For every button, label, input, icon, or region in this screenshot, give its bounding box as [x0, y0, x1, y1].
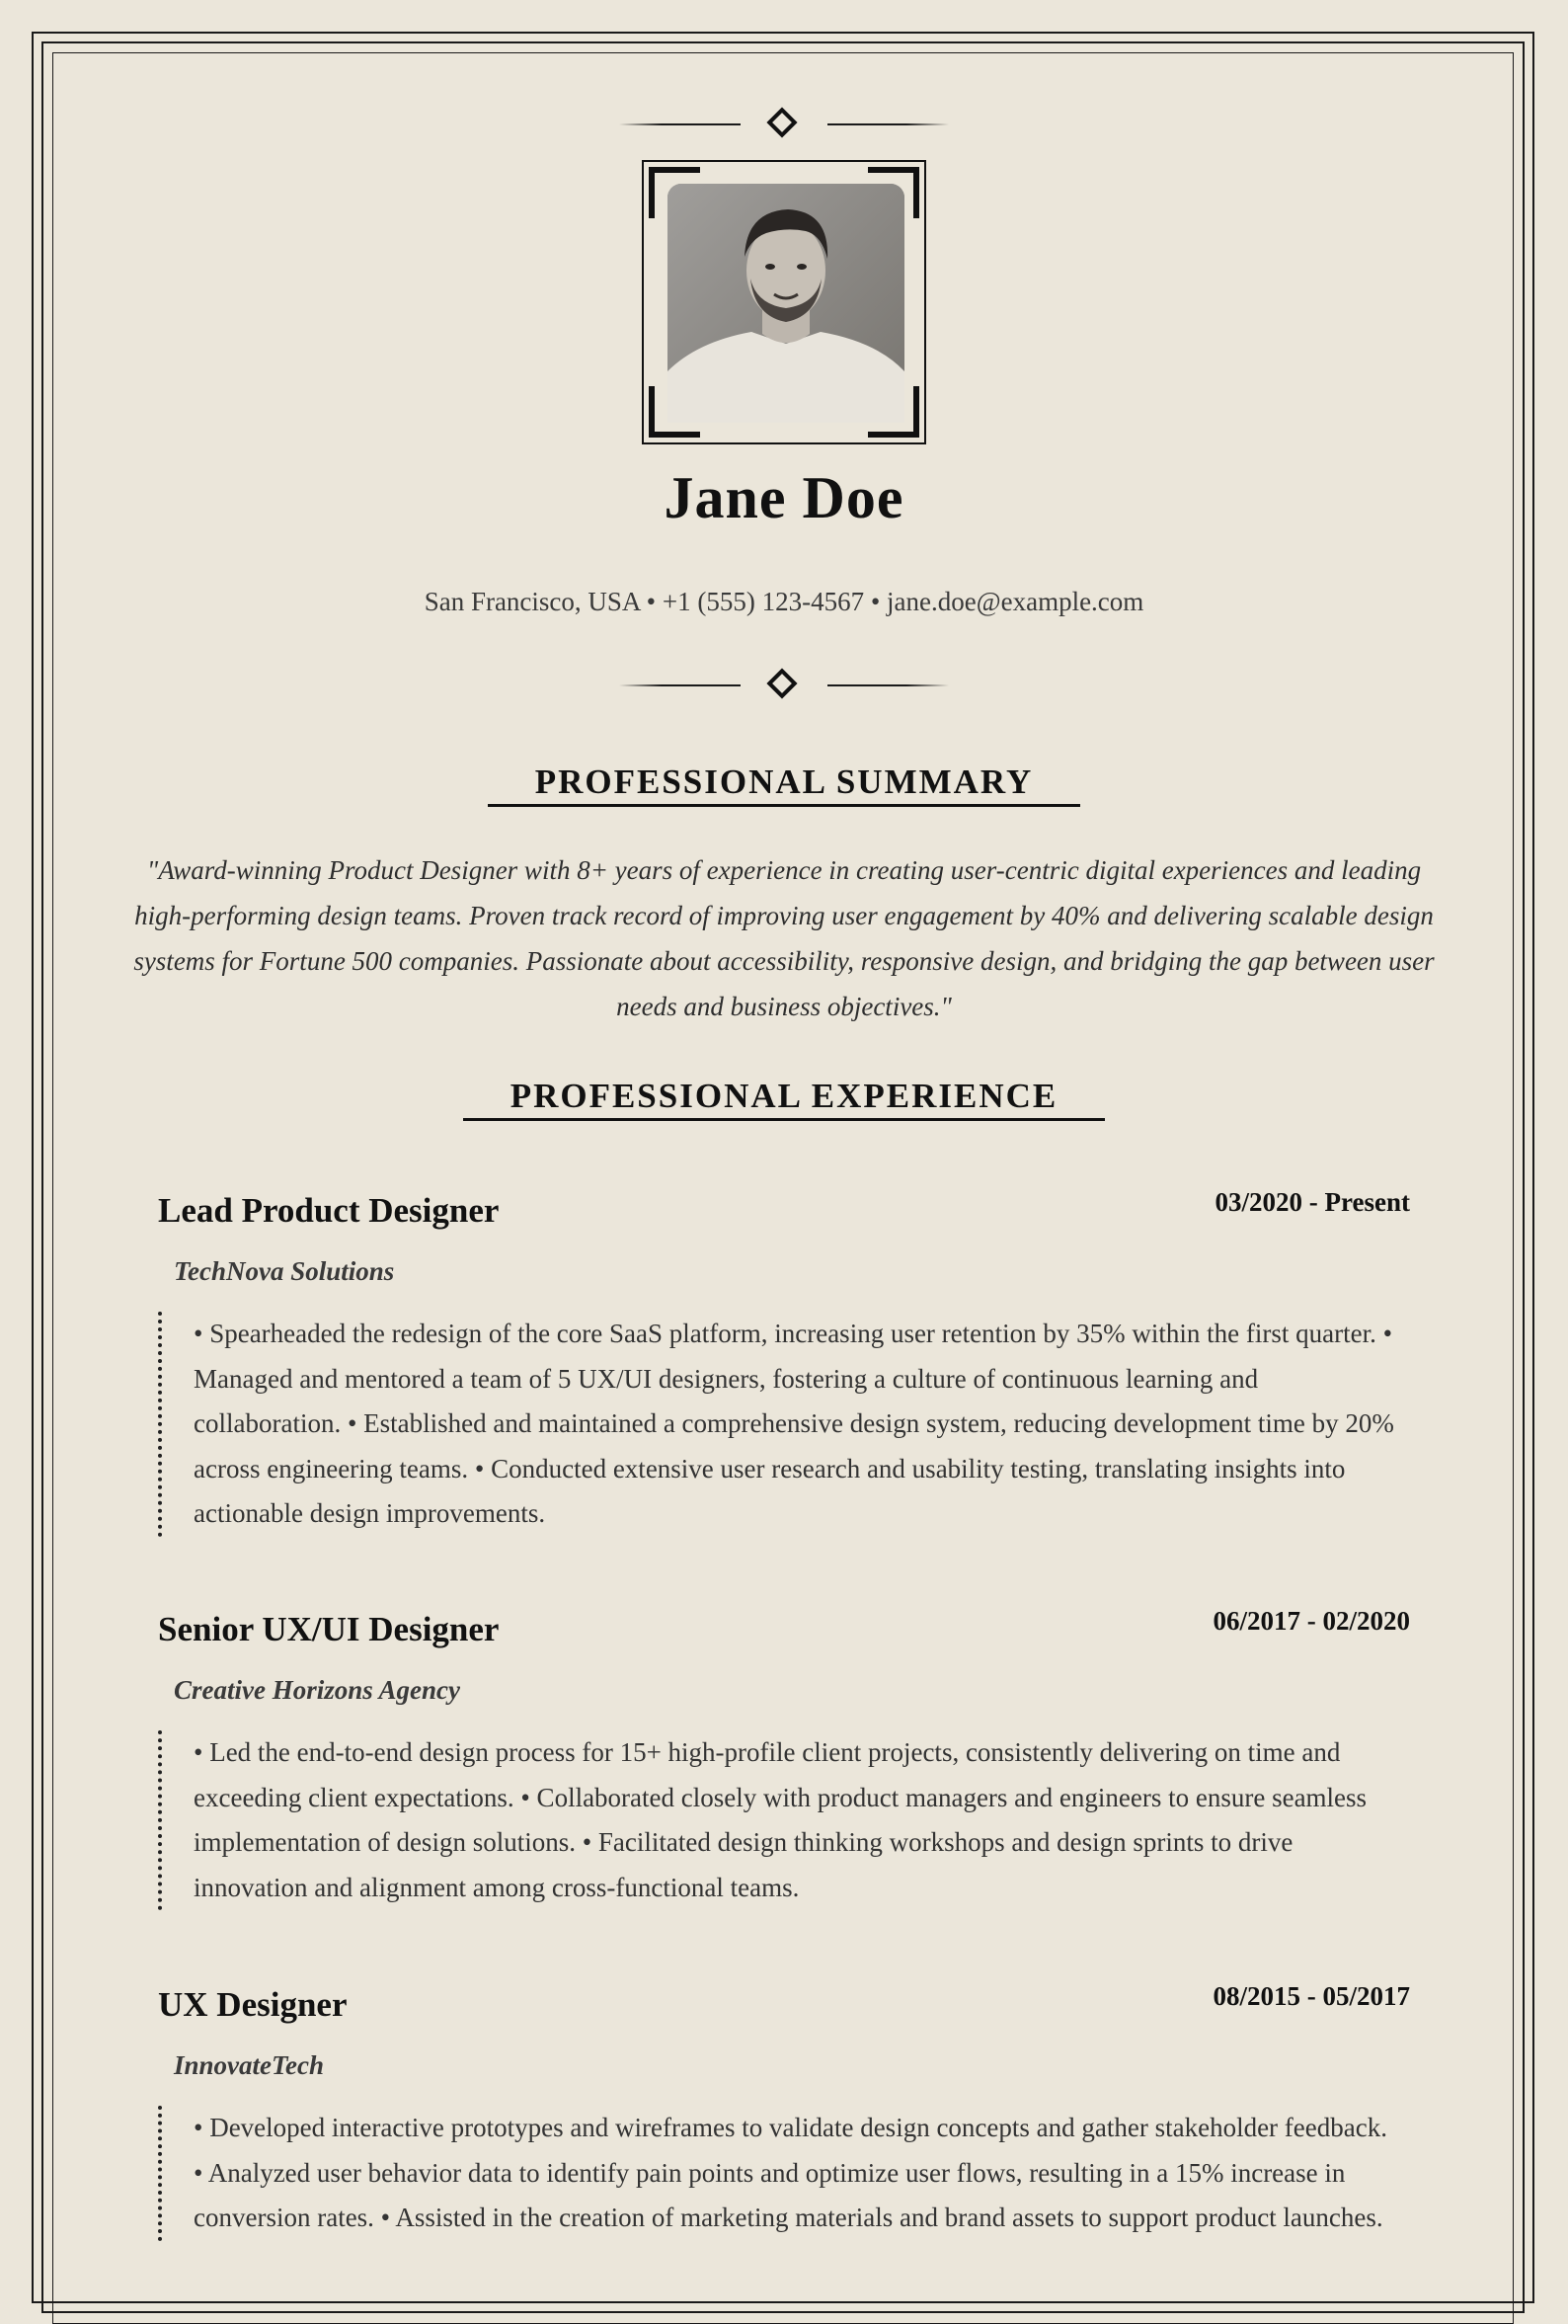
diamond-icon — [766, 668, 797, 698]
profile-photo-frame — [642, 160, 926, 444]
diamond-icon — [766, 107, 797, 137]
ornament-line-right — [827, 123, 949, 125]
summary-heading-text: PROFESSIONAL SUMMARY — [488, 762, 1081, 807]
job-company: Creative Horizons Agency — [174, 1675, 460, 1705]
profile-photo — [667, 184, 904, 423]
ornament-line-left — [619, 684, 741, 686]
contact-info: San Francisco, USA • +1 (555) 123-4567 • jane.doe@example.com — [424, 587, 1144, 616]
job-company: TechNova Solutions — [174, 1256, 395, 1286]
summary-text: "Award-winning Product Designer with 8+ years of experience in creating user-centric digital experiences and leading high-performing design teams. Proven track record of improving user engagement by 40% and delivering scalable design systems for Fortune 500 companies. Passionate about accessibility, responsive design, and bridging the gap between user needs and business objectives." — [133, 855, 1435, 1021]
job-dates: 03/2020 - Present — [1215, 1187, 1410, 1217]
header-ornament — [0, 666, 1568, 705]
ornament-line-left — [619, 123, 741, 125]
experience-heading — [0, 1077, 1568, 1121]
experience-heading-text: PROFESSIONAL EXPERIENCE — [463, 1077, 1106, 1121]
job-company: InnovateTech — [174, 2050, 325, 2080]
job-description: • Developed interactive prototypes and wireframes to validate design concepts and gather stakeholder feedback. • Analyzed user behavior data to identify pain points and optimize user flows, resulting in a 15% increase in conversion rates. • Assisted in the creation of marketing materials and brand assets to support product launches. — [158, 2106, 1402, 2241]
candidate-name: Jane Doe — [664, 465, 904, 530]
ornament-line-right — [827, 684, 949, 686]
job-description: • Spearheaded the redesign of the core SaaS platform, increasing user retention by 35% within the first quarter. • Managed and mentored a team of 5 UX/UI designers, fostering a culture of continuous learning and collaboration. • Established and maintained a comprehensive design system, reducing development time by 20% across engineering teams. • Conducted extensive user research and usability testing, translating insights into actionable design improvements. — [158, 1312, 1402, 1537]
job-dates: 08/2015 - 05/2017 — [1213, 1981, 1410, 2011]
job-description: • Led the end-to-end design process for 15+ high-profile client projects, consistently delivering on time and exceeding client expectations. • Collaborated closely with product managers and engineers to ensure seamless implementation of design solutions. • Facilitated design thinking workshops and design sprints to drive innovation and alignment among cross-functional teams. — [158, 1730, 1402, 1910]
portrait-icon — [667, 184, 904, 423]
job-title: UX Designer — [158, 1985, 348, 2024]
summary-heading — [0, 762, 1568, 807]
top-ornament — [0, 105, 1568, 144]
job-title: Lead Product Designer — [158, 1191, 500, 1230]
job-dates: 06/2017 - 02/2020 — [1213, 1606, 1410, 1636]
job-title: Senior UX/UI Designer — [158, 1610, 500, 1648]
